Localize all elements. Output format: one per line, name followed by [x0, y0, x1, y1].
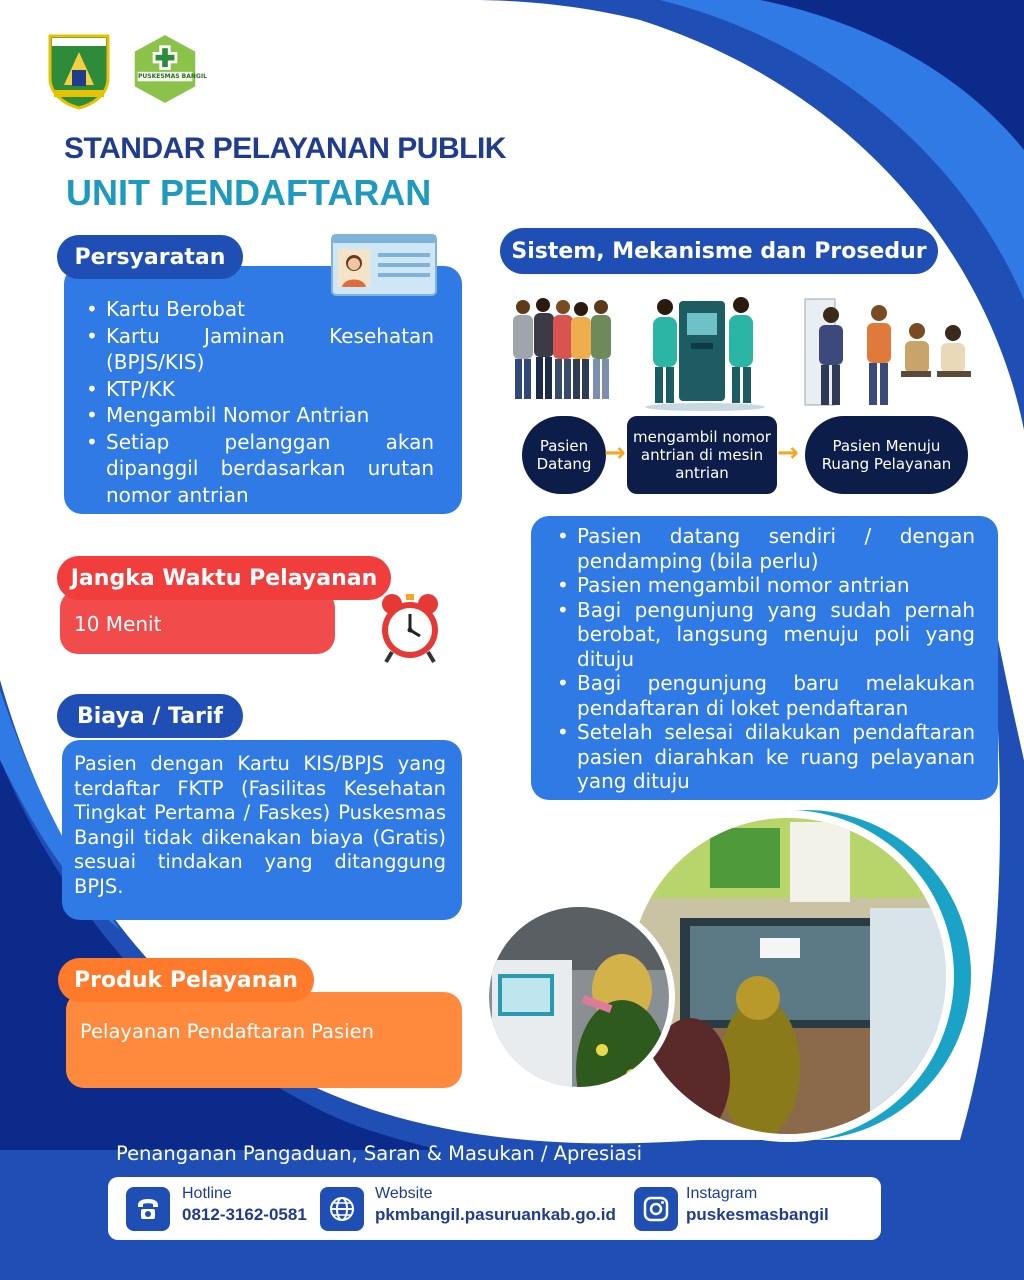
list-item: • Setelah selesai dilakukan pendaftaran pasien diarahkan ke ruang pelayanan yang dituju [555, 720, 975, 794]
list-item: • Pasien mengambil nomor antrian [555, 573, 975, 598]
list-item: • Bagi pengunjung baru melakukan pendaftaran di loket pendaftaran [555, 671, 975, 720]
persyaratan-heading: Persyaratan [57, 235, 243, 279]
id-card-icon [330, 233, 438, 297]
globe-icon [320, 1187, 364, 1231]
sistem-list [555, 524, 975, 794]
procedure-illustration [505, 293, 975, 415]
arrow-right-icon: → [777, 438, 799, 468]
instagram-handle[interactable]: puskesmasbangil [686, 1205, 829, 1224]
website-link[interactable]: pkmbangil.pasuruankab.go.id [375, 1205, 616, 1224]
biaya-heading: Biaya / Tarif [57, 694, 243, 738]
jangka-waktu-value: 10 Menit [74, 612, 162, 636]
page-subtitle: UNIT PENDAFTARAN [66, 172, 432, 213]
list-item: • Bagi pengunjung yang sudah pernah berobat, langsung menuju poli yang dituju [555, 598, 975, 672]
biaya-text: Pasien dengan Kartu KIS/BPJS yang terdaftar FKTP (Fasilitas Kesehatan Tingkat Pertama / Faskes) Puskesmas Bangil tidak dikenakan biaya (Gratis) sesuai tindakan yang ditanggung BPJS. [74, 752, 446, 898]
list-item: • KTP/KK [84, 376, 434, 403]
list-item: • Kartu Berobat [84, 296, 434, 323]
page-title: STANDAR PELAYANAN PUBLIK [64, 132, 506, 165]
alarm-clock-icon [378, 592, 442, 664]
persyaratan-card [64, 266, 462, 514]
queue-kiosk-photo [482, 900, 676, 1094]
list-item: • Kartu Jaminan Kesehatan (BPJS/KIS) [84, 323, 434, 376]
produk-text: Pelayanan Pendaftaran Pasien [80, 1020, 374, 1043]
instagram-label: Instagram [686, 1185, 758, 1202]
hotline-label: Hotline [182, 1185, 232, 1202]
flow-step-3: Pasien Menuju Ruang Pelayanan [805, 416, 968, 494]
produk-card [66, 992, 462, 1088]
sistem-card [531, 516, 998, 800]
phone-icon [126, 1187, 170, 1231]
sistem-heading: Sistem, Mekanisme dan Prosedur [500, 228, 938, 274]
list-item: • Pasien datang sendiri / dengan pendamping (bila perlu) [555, 524, 975, 573]
hotline-number[interactable]: 0812-3162-0581 [182, 1205, 307, 1224]
puskesmas-logo [130, 30, 207, 108]
complaint-heading: Penanganan Pangaduan, Saran & Masukan / Apresiasi [116, 1142, 643, 1165]
list-item: • Setiap pelanggan akan dipanggil berdasarkan urutan nomor antrian [84, 429, 434, 509]
biaya-card [62, 740, 462, 920]
kabupaten-logo [44, 30, 114, 108]
camera-icon [634, 1187, 678, 1231]
puskesmas-logo-label: PUSKESMAS BANGIL [138, 73, 207, 80]
flow-step-2: mengambil nomor antrian di mesin antrian [627, 416, 777, 494]
flow-step-1: Pasien Datang [522, 416, 606, 494]
website-label: Website [375, 1185, 433, 1202]
jangka-waktu-heading: Jangka Waktu Pelayanan [57, 556, 391, 600]
arrow-right-icon: → [604, 438, 626, 468]
persyaratan-list [84, 296, 434, 508]
list-item: • Mengambil Nomor Antrian [84, 402, 434, 429]
produk-heading: Produk Pelayanan [58, 958, 314, 1002]
